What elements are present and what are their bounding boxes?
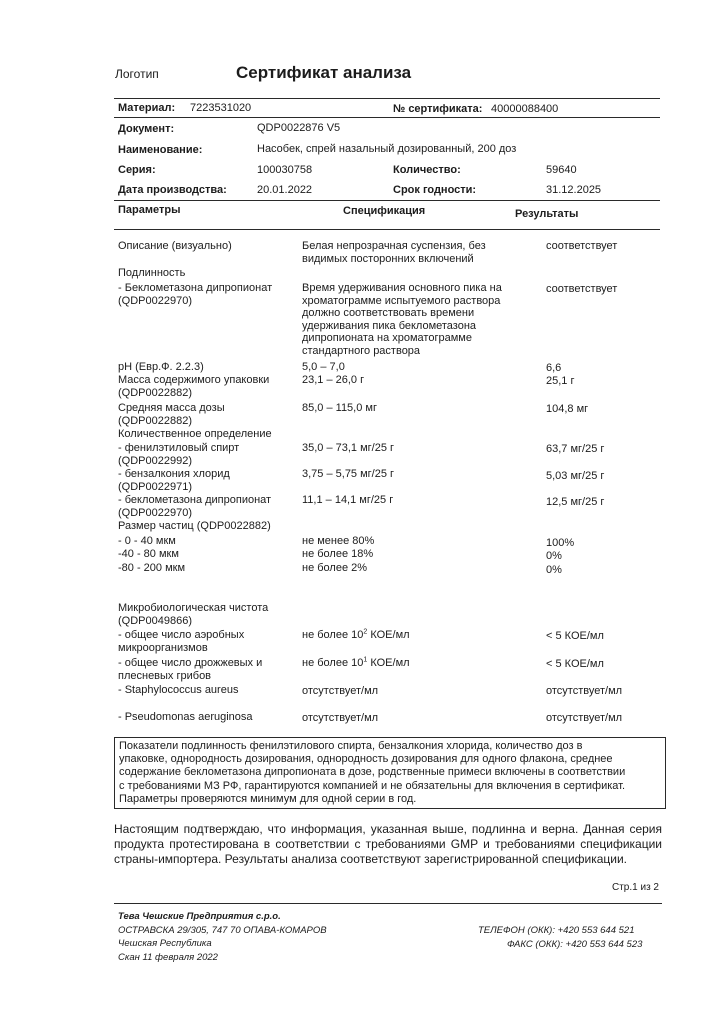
table-row-result: 63,7 мг/25 г xyxy=(546,443,605,455)
table-row-param: - беклометазона дипропионат (QDP0022970) xyxy=(118,494,272,519)
column-header-results: Результаты xyxy=(515,208,579,220)
footer-phone: ТЕЛЕФОН (ОКК): +420 553 644 521 xyxy=(478,925,635,936)
top-divider xyxy=(114,98,660,99)
table-row-result: 12,5 мг/25 г xyxy=(546,496,605,508)
table-row-spec: не более 18% xyxy=(302,548,374,560)
certificate-number-value: 40000088400 xyxy=(491,103,559,115)
table-row-param: - общее число дрожжевых и плесневых грибов xyxy=(118,657,263,682)
name-value: Насобек, спрей назальный дозированный, 200 доз xyxy=(257,143,517,155)
footer-scan-date: Скан 11 февраля 2022 xyxy=(118,951,218,963)
table-row-param: pH (Евр.Ф. 2.2.3) xyxy=(118,361,204,373)
document-value: QDP0022876 V5 xyxy=(257,122,341,134)
table-row-result: < 5 КОЕ/мл xyxy=(546,630,604,642)
quantity-value: 59640 xyxy=(546,164,577,176)
footer-address: ОСТРАВСКА 29/305, 747 70 ОПАВА-КОМАРОВ xyxy=(118,924,327,936)
table-row-param: Количественное определение xyxy=(118,428,272,440)
note-line: с требованиями МЗ РФ, гарантируются компанией и не обязательны для включения в сертификат. xyxy=(119,779,626,792)
table-row-param: - общее число аэробных микроорганизмов xyxy=(118,629,245,654)
table-row-param: - Беклометазона дипропионат (QDP0022970) xyxy=(118,282,273,307)
footer-company-block xyxy=(118,910,327,964)
superscript-exponent: 1 xyxy=(363,656,368,664)
table-row-spec: 11,1 – 14,1 мг/25 г xyxy=(302,494,394,506)
footer-contacts-block xyxy=(478,924,642,951)
footer-country: Чешская Республика xyxy=(118,938,212,949)
table-row-param: -80 - 200 мкм xyxy=(118,562,186,574)
note-line: Параметры проверяются минимум для одной серии в год. xyxy=(119,792,417,805)
table-row-param: Масса содержимого упаковки (QDP0022882) xyxy=(118,374,270,399)
table-row-spec: не более $10^2$ КОЕ/мл xyxy=(302,628,410,641)
table-row-spec: 5,0 – 7,0 xyxy=(302,361,345,373)
table-row-spec: 3,75 – 5,75 мг/25 г xyxy=(302,468,395,480)
table-row-param: - бензалкония хлорид (QDP0022971) xyxy=(118,468,230,493)
table-row-param: -40 - 80 мкм xyxy=(118,548,179,560)
table-row-param: - Staphylococcus aureus xyxy=(118,684,239,696)
table-row-result: 0% xyxy=(546,550,562,562)
table-row-result: 104,8 мг xyxy=(546,403,589,415)
table-row-result: < 5 КОЕ/мл xyxy=(546,658,604,670)
table-row-spec: не более $10^1$ КОЕ/мл xyxy=(302,656,410,669)
table-row-param: Микробиологическая чистота (QDP0049866) xyxy=(118,602,269,627)
meta-divider xyxy=(114,117,660,118)
confirmation-statement: Настоящим подтверждаю, что информация, указанная выше, подлинна и верна. Данная серия продукта протестирована в соответствии с требованиями GMP и требованиями спецификации страны-импортера. Результаты анализа соответствуют зарегистрированной спецификации. xyxy=(114,822,662,866)
table-row-spec: не менее 80% xyxy=(302,535,375,547)
document-label: Документ: xyxy=(118,123,175,135)
table-row-param: - Pseudomonas aeruginosa xyxy=(118,711,253,723)
footer-company: Тева Чешские Предприятия с.р.о. xyxy=(118,911,281,922)
table-row-result: 6,6 xyxy=(546,362,562,374)
expiry-label: Срок годности: xyxy=(393,184,477,196)
certificate-number-label: № сертификата: xyxy=(393,103,483,115)
logo-placeholder: Логотип xyxy=(115,67,159,81)
table-row-param: Описание (визуально) xyxy=(118,240,232,252)
table-row-result: отсутствует/мл xyxy=(546,685,623,697)
table-row-result: 5,03 мг/25 г xyxy=(546,470,605,482)
table-row-param: - фенилэтиловый спирт (QDP0022992) xyxy=(118,442,240,467)
table-row-result: 0% xyxy=(546,564,562,576)
table-header-top-divider xyxy=(114,200,660,201)
table-header-bottom-divider xyxy=(114,229,660,230)
series-value: 100030758 xyxy=(257,164,313,176)
table-row-spec: отсутствует/мл xyxy=(302,685,379,697)
table-row-spec: Время удерживания основного пика на хроматограмме испытуемого раствора должно соответствовать времени удерживания пика беклометазона дипропионата на хроматограмме стандартного раствора xyxy=(302,282,502,357)
quantity-label: Количество: xyxy=(393,164,461,176)
table-row-result: соответствует xyxy=(546,240,618,252)
note-line: Показатели подлинность фенилэтилового спирта, бензалкония хлорида, количество доз в xyxy=(119,740,583,752)
material-label: Материал: xyxy=(118,102,176,114)
name-label: Наименование: xyxy=(118,144,203,156)
table-row-result: 25,1 г xyxy=(546,375,575,387)
table-row-result: отсутствует/мл xyxy=(546,712,623,724)
column-header-parameters: Параметры xyxy=(118,204,181,216)
table-row-result: соответствует xyxy=(546,283,618,295)
table-row-param: - 0 - 40 мкм xyxy=(118,535,176,547)
superscript-exponent: 2 xyxy=(363,628,368,636)
table-row-spec: 85,0 – 115,0 мг xyxy=(302,402,377,414)
expiry-value: 31.12.2025 xyxy=(546,184,602,196)
note-line: содержание беклометазона дипропионата в дозе, родственные примеси включены в соответствии xyxy=(119,766,626,779)
production-date-value: 20.01.2022 xyxy=(257,184,313,196)
table-row-param: Средняя масса дозы (QDP0022882) xyxy=(118,402,225,427)
table-row-spec: Белая непрозрачная суспензия, без видимых посторонних включений xyxy=(302,240,486,265)
table-row-spec: не более 2% xyxy=(302,562,368,574)
footer-fax: ФАКС (ОКК): +420 553 644 523 xyxy=(507,938,643,950)
table-row-param: Размер частиц (QDP0022882) xyxy=(118,520,271,532)
table-row-spec: 35,0 – 73,1 мг/25 г xyxy=(302,442,395,454)
footer-divider xyxy=(114,903,662,904)
column-header-specification: Спецификация xyxy=(343,205,426,217)
table-row-spec: 23,1 – 26,0 г xyxy=(302,374,365,386)
material-value: 7223531020 xyxy=(190,102,252,114)
table-row-spec: отсутствует/мл xyxy=(302,712,379,724)
page-number: Стр.1 из 2 xyxy=(612,882,659,893)
production-date-label: Дата производства: xyxy=(118,184,227,196)
document-title: Сертификат анализа xyxy=(236,63,412,82)
series-label: Серия: xyxy=(118,164,156,176)
note-line: упаковке, однородность дозирования, однородность дозирования для одного флакона, среднее xyxy=(119,753,613,766)
table-row-param: Подлинность xyxy=(118,267,186,279)
note-box xyxy=(114,737,666,809)
table-row-result: 100% xyxy=(546,537,575,549)
